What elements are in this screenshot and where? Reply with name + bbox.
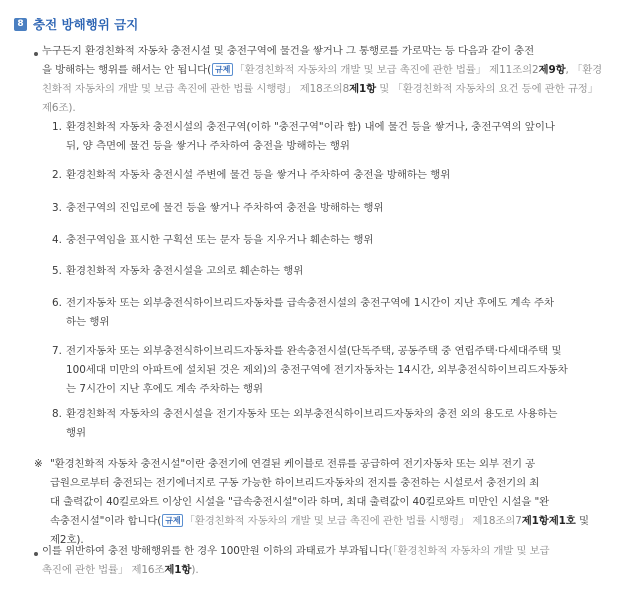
item-text: 전기자동차 또는 외부충전식하이브리드자동차를 완속충전시설(단독주택, 공동주택 중 연립주택·다세대주택 및 xyxy=(66,345,562,357)
item-text: 하는 행위 xyxy=(66,316,110,328)
law-clause: 제9항 xyxy=(538,64,566,76)
note-line-3: 대 출력값이 40킬로와트 이상인 시설을 "급속충전시설"이라 하며, 최대 출력값이 40킬로와트 미만인 시설을 "완 xyxy=(50,496,550,508)
law-clause: 제1항 xyxy=(349,83,377,95)
bullet-icon xyxy=(34,52,38,56)
note-line-4 xyxy=(50,512,589,531)
item-text: 전기자동차 또는 외부충전식하이브리드자동차를 급속충전시설의 충전구역에 1시간이 지난 후에도 계속 주차 xyxy=(66,297,555,309)
regulation-tag-link[interactable]: 규제 xyxy=(212,63,233,76)
regulation-tag-link[interactable]: 규제 xyxy=(162,514,183,527)
item-number: 5. xyxy=(52,265,62,277)
item-text: 환경친화적 자동차 충전시설을 고의로 훼손하는 행위 xyxy=(66,265,304,277)
note-line-1: "환경친화적 자동차 충전시설"이란 충전기에 연결된 케이블로 전류를 공급하여 전기자동차 또는 외부 전기 공 xyxy=(50,458,536,470)
section-title: 충전 방해행위 금지 xyxy=(33,17,139,32)
law-reference: 및 「환경친화적 자동차의 요건 등에 관한 규정」 xyxy=(376,83,598,95)
item-text: 충전구역의 진입로에 물건 등을 쌓거나 주차하여 충전을 방해하는 행위 xyxy=(66,202,384,214)
item-number: 6. xyxy=(52,297,62,309)
bullet-icon xyxy=(34,552,38,556)
item-number: 3. xyxy=(52,202,62,214)
law-reference: (「환경친화적 자동차의 개발 및 보급 xyxy=(388,545,550,557)
intro-line-4: 제6조). xyxy=(42,102,76,114)
item-number: 1. xyxy=(52,121,62,133)
note-line-5: 제2호). xyxy=(50,534,84,546)
item-number: 4. xyxy=(52,234,62,246)
law-reference: 친화적 자동차의 개발 및 보급 촉진에 관한 법률 시행령」 제18조의8 xyxy=(42,83,350,95)
intro-text: 을 방해하는 행위를 해서는 안 됩니다( xyxy=(42,64,212,76)
law-reference: , 「환경 xyxy=(565,64,603,76)
law-reference: 「환경친화적 자동차의 개발 및 보급 촉진에 관한 법률 시행령」 제18조의7 xyxy=(184,515,522,527)
penalty-line-2 xyxy=(42,561,549,580)
item-number: 7. xyxy=(52,345,62,357)
penalty-paragraph xyxy=(42,542,549,580)
section-number-badge: 8 xyxy=(14,18,27,31)
penalty-text: 이를 위반하여 충전 방해행위를 한 경우 100만원 이하의 과태료가 부과됩니다 xyxy=(42,545,389,557)
item-text: 환경친화적 자동차 충전시설 주변에 물건 등을 쌓거나 주차하여 충전을 방해하는 행위 xyxy=(66,169,451,181)
note-text: 및 xyxy=(575,515,589,527)
item-text: 행위 xyxy=(66,427,87,439)
note-paragraph xyxy=(50,455,589,550)
law-reference: 촉진에 관한 법률」 제16조 xyxy=(42,564,165,576)
item-text: 100세대 미만의 아파트에 설치된 것은 제외)의 충전구역에 전기자동차는 14시간, 외부충전식하이브리드자동차 xyxy=(66,364,568,376)
law-clause: 제1항제1호 xyxy=(521,515,576,527)
section-heading xyxy=(14,14,138,34)
note-line-2: 급원으로부터 충전되는 전기에너지로 구동 가능한 하이브리드자동차의 전지를 충전하는 시설로서 충전기의 최 xyxy=(50,477,540,489)
item-text: 뒤, 양 측면에 물건 등을 쌓거나 주차하여 충전을 방해하는 행위 xyxy=(66,140,350,152)
item-text: 환경친화적 자동차의 충전시설을 전기자동차 또는 외부충전식하이브리드자동차의 충전 외의 용도로 사용하는 xyxy=(66,408,558,420)
penalty-line-1 xyxy=(42,542,549,561)
intro-line-1: 누구든지 환경친화적 자동차 충전시설 및 충전구역에 물건을 쌓거나 그 통행로를 가로막는 등 다음과 같이 충전 xyxy=(42,45,535,57)
law-reference: 「환경친화적 자동차의 개발 및 보급 촉진에 관한 법률」 제11조의2 xyxy=(234,64,539,76)
law-reference: ). xyxy=(191,564,199,576)
law-clause: 제1항 xyxy=(164,564,192,576)
item-number: 2. xyxy=(52,169,62,181)
intro-line-2 xyxy=(42,61,602,80)
item-text: 환경친화적 자동차 충전시설의 충전구역(이하 "충전구역"이라 함) 내에 물건 등을 쌓거나, 충전구역의 앞이나 xyxy=(66,121,555,133)
item-number: 8. xyxy=(52,408,62,420)
note-mark: ※ xyxy=(34,458,43,470)
intro-paragraph xyxy=(42,42,602,118)
intro-line-3 xyxy=(42,80,602,99)
note-text: 속충전시설"이라 합니다( xyxy=(50,515,162,527)
item-text: 는 7시간이 지난 후에도 계속 주차하는 행위 xyxy=(66,383,264,395)
item-text: 충전구역임을 표시한 구획선 또는 문자 등을 지우거나 훼손하는 행위 xyxy=(66,234,374,246)
